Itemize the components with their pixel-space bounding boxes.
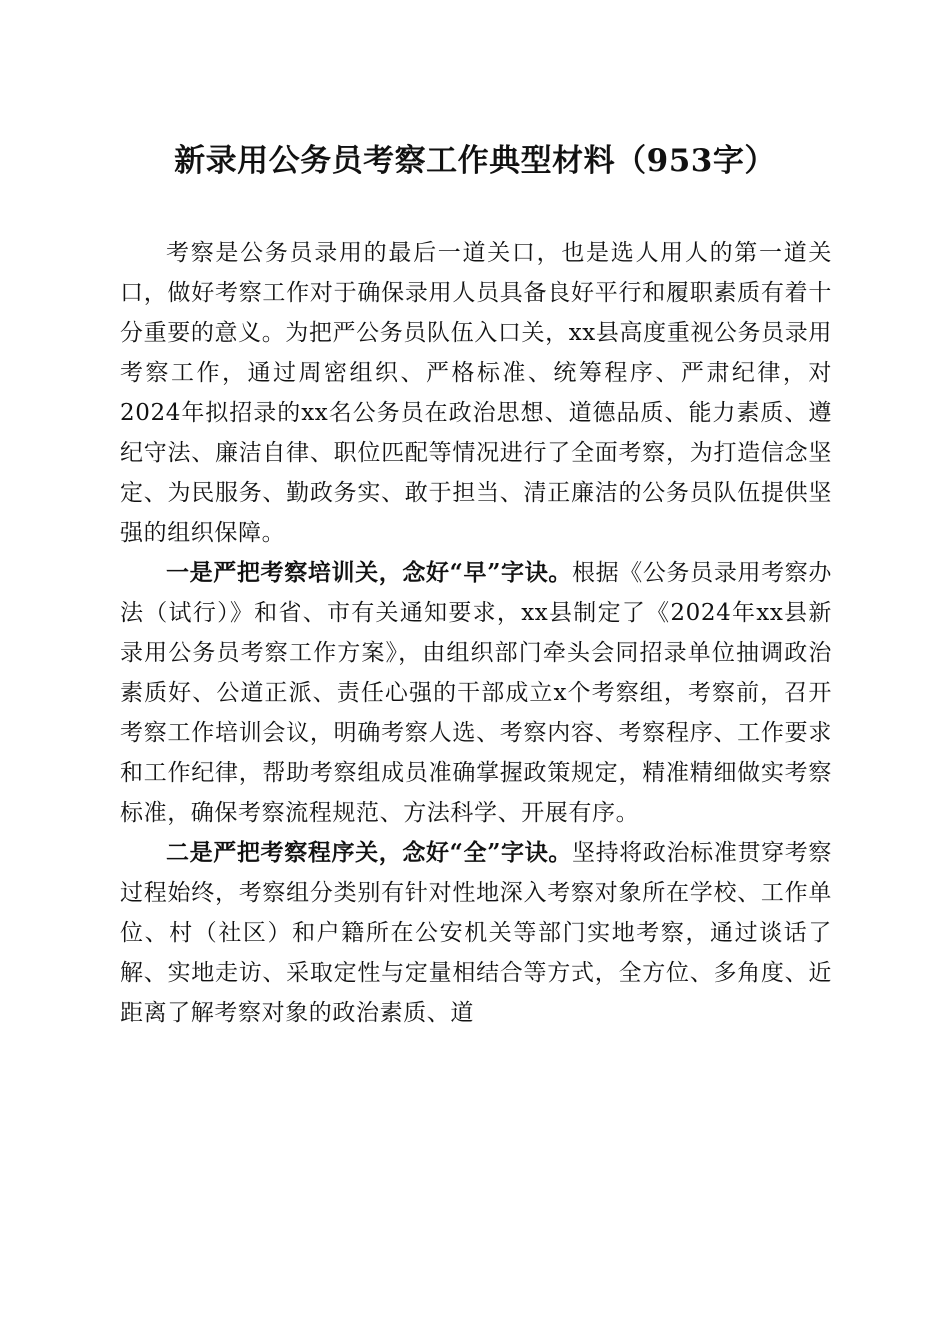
paragraph-procedure (120, 833, 832, 1033)
document-body (120, 233, 832, 1033)
paragraph-text: 考察是公务员录用的最后一道关口，也是选人用人的第一道关口，做好考察工作对于确保录用人员具备良好平行和履职素质有着十分重要的意义。为把严公务员队伍入口关，xx县高度重视公务员录用考察工作，通过周密组织、严格标准、统筹程序、严肃纪律，对2024年拟招录的xx名公务员在政治思想、道德品质、能力素质、遵纪守法、廉洁自律、职位匹配等情况进行了全面考察，为打造信念坚定、为民服务、勤政务实、敢于担当、清正廉洁的公务员队伍提供坚强的组织保障。 (120, 240, 832, 546)
paragraph-intro (120, 233, 832, 553)
paragraph-text: 坚持将政治标准贯穿考察过程始终，考察组分类别有针对性地深入考察对象所在学校、工作单位、村（社区）和户籍所在公安机关等部门实地考察，通过谈话了解、实地走访、采取定性与定量相结合等方式，全方位、多角度、近距离了解考察对象的政治素质、道 (120, 840, 832, 1026)
paragraph-training (120, 553, 832, 833)
document-title: 新录用公务员考察工作典型材料（953字） (174, 143, 776, 179)
paragraph-lead-heading: 二是严把考察程序关，念好“全”字诀。 (166, 839, 572, 866)
paragraph-lead-heading: 一是严把考察培训关，念好“早”字诀。 (166, 559, 572, 586)
paragraph-text: 根据《公务员录用考察办法（试行）》和省、市有关通知要求，xx县制定了《2024年xx县新录用公务员考察工作方案》，由组织部门牵头会同招录单位抽调政治素质好、公道正派、责任心强的干部成立x个考察组，考察前，召开考察工作培训会议，明确考察人选、考察内容、考察程序、工作要求和工作纪律，帮助考察组成员准确掌握政策规定，精准精细做实考察标准，确保考察流程规范、方法科学、开展有序。 (120, 560, 832, 826)
